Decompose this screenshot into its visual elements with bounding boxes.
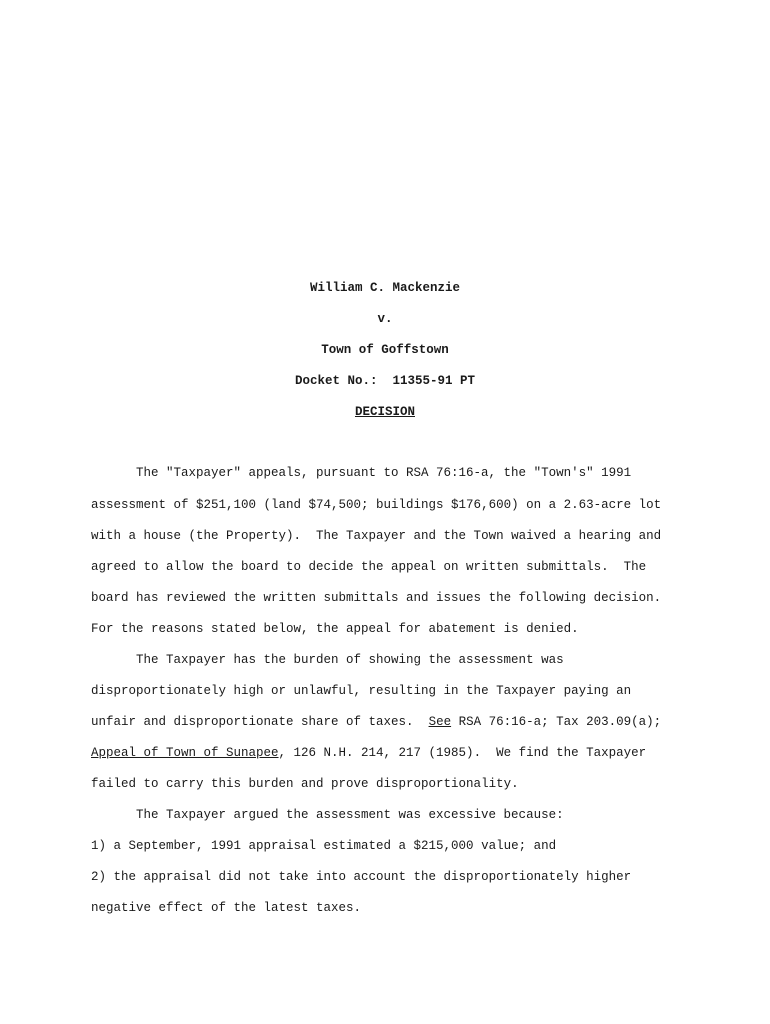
case-citation-name: Appeal of Town of Sunapee bbox=[91, 746, 279, 760]
petitioner-name: William C. Mackenzie bbox=[309, 281, 461, 295]
p1-line-4: agreed to allow the board to decide the appeal on written submittals. The bbox=[91, 560, 647, 574]
docket-number: Docket No.: 11355-91 PT bbox=[294, 374, 476, 388]
decision-heading-text: DECISION bbox=[354, 405, 415, 419]
p1-line-5: board has reviewed the written submittals and issues the following decision. bbox=[91, 591, 662, 605]
p2-line-4-text: , 126 N.H. 214, 217 (1985). We find the Taxpayer bbox=[278, 746, 647, 760]
decision-heading bbox=[0, 404, 770, 420]
p1-line-1: The "Taxpayer" appeals, pursuant to RSA 76:16-a, the "Town's" 1991 bbox=[136, 466, 632, 480]
p2-line-5: failed to carry this burden and prove disproportionality. bbox=[91, 777, 519, 791]
p2-line-3-text-a: unfair and disproportionate share of taxes. bbox=[91, 715, 429, 729]
p2-line-1: The Taxpayer has the burden of showing the assessment was bbox=[136, 653, 564, 667]
see-signal: See bbox=[428, 715, 452, 729]
p3-line-1: The Taxpayer argued the assessment was excessive because: bbox=[136, 808, 564, 822]
versus-label: v. bbox=[377, 312, 393, 326]
p2-line-2: disproportionately high or unlawful, resulting in the Taxpayer paying an bbox=[91, 684, 632, 698]
p3-line-4: negative effect of the latest taxes. bbox=[91, 901, 362, 915]
p1-line-6: For the reasons stated below, the appeal for abatement is denied. bbox=[91, 622, 579, 636]
p3-line-2: 1) a September, 1991 appraisal estimated a $215,000 value; and bbox=[91, 839, 557, 853]
respondent-name: Town of Goffstown bbox=[321, 343, 449, 357]
p1-line-3: with a house (the Property). The Taxpayer and the Town waived a hearing and bbox=[91, 529, 662, 543]
p2-line-3-text-b: RSA 76:16-a; Tax 203.09(a); bbox=[451, 715, 662, 729]
p2-line-3 bbox=[91, 714, 661, 730]
p3-line-3: 2) the appraisal did not take into account the disproportionately higher bbox=[91, 870, 632, 884]
p1-line-2: assessment of $251,100 (land $74,500; buildings $176,600) on a 2.63-acre lot bbox=[91, 498, 662, 512]
p2-line-4 bbox=[91, 745, 646, 761]
